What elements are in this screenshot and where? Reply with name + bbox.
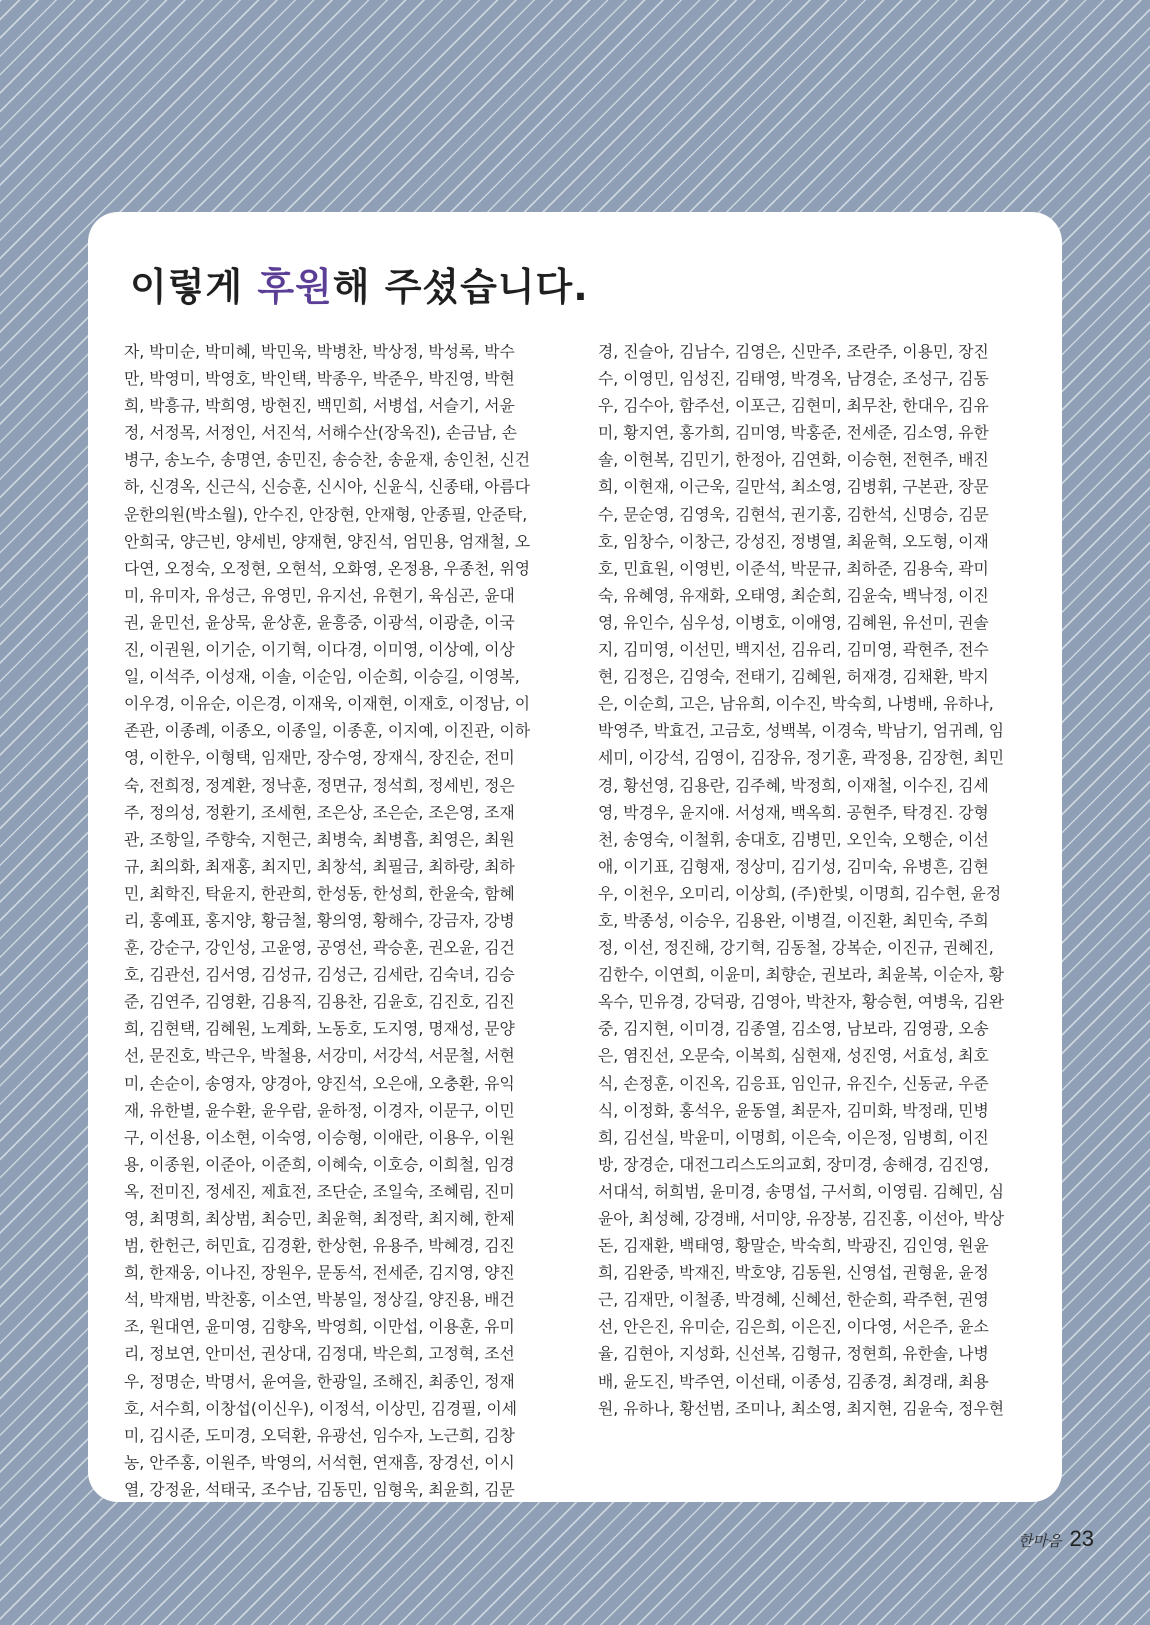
donor-line: 경, 황선영, 김용란, 김주혜, 박정희, 이재철, 이수진, 김세 [598, 775, 989, 795]
title-prefix: 이렇게 [130, 265, 258, 309]
donor-line: 만, 박영미, 박영호, 박인택, 박종우, 박준우, 박진영, 박현 [124, 369, 515, 389]
donor-line: 정, 이선, 정진해, 강기혁, 김동철, 강복순, 이진규, 권혜진, [598, 938, 994, 958]
donor-line: 천, 송영숙, 이철휘, 송대호, 김병민, 오인숙, 오행순, 이선 [598, 829, 989, 849]
donor-line: 희, 이현재, 이근욱, 길만석, 최소영, 김병휘, 구본관, 장문 [598, 477, 989, 497]
donor-line: 규, 최의화, 최재홍, 최지민, 최창석, 최필금, 최하랑, 최하 [124, 856, 515, 876]
donor-line: 현, 김정은, 김영숙, 전태기, 김혜원, 허재경, 김채환, 박지 [598, 667, 989, 687]
donor-line: 민, 최학진, 탁윤지, 한관희, 한성동, 한성희, 한윤숙, 함혜 [124, 883, 515, 903]
donor-line: 원, 유하나, 황선범, 조미나, 최소영, 최지현, 김윤숙, 정우현 [598, 1398, 1005, 1418]
donor-line: 은, 염진선, 오문숙, 이복희, 심현재, 성진영, 서효성, 최호 [598, 1046, 989, 1066]
donor-line: 범, 한헌근, 허민효, 김경환, 한상현, 유용주, 박혜경, 김진 [124, 1236, 515, 1256]
donor-line: 존관, 이종례, 이종오, 이종일, 이종훈, 이지예, 이진관, 이하 [124, 721, 531, 741]
donor-line: 지, 김미영, 이선민, 백지선, 김유리, 김미영, 곽현주, 전수 [598, 640, 989, 660]
donor-line: 미, 황지연, 홍가희, 김미영, 박홍준, 전세준, 김소영, 유한 [598, 423, 989, 443]
donor-line: 호, 임창수, 이창근, 강성진, 정병열, 최윤혁, 오도형, 이재 [598, 531, 989, 551]
donor-line: 석, 박재범, 박찬홍, 이소연, 박봉일, 정상길, 양진용, 배건 [124, 1290, 515, 1310]
donor-line: 식, 이정화, 홍석우, 윤동열, 최문자, 김미화, 박정래, 민병 [598, 1100, 989, 1120]
donor-line: 관, 조항일, 주향숙, 지현근, 최병숙, 최병흡, 최영은, 최원 [124, 829, 515, 849]
donor-line: 영, 유인수, 심우성, 이병호, 이애영, 김혜원, 유선미, 권솔 [598, 612, 989, 632]
donor-line: 호, 박종성, 이승우, 김용완, 이병걸, 이진환, 최민숙, 주희 [598, 910, 989, 930]
donor-line: 근, 김재만, 이철종, 박경혜, 신혜선, 한순희, 곽주현, 권영 [598, 1290, 989, 1310]
donor-line: 다연, 오정숙, 오정현, 오현석, 오화영, 온정용, 우종천, 위영 [124, 558, 531, 578]
donor-line: 숙, 유혜영, 유재화, 오태영, 최순희, 김윤숙, 백낙정, 이진 [598, 585, 989, 605]
donor-column-left [124, 338, 550, 1503]
donor-line: 재, 유한별, 윤수환, 윤우람, 윤하정, 이경자, 이문구, 이민 [124, 1100, 515, 1120]
donor-line: 훈, 강순구, 강인성, 고윤영, 공영선, 곽승훈, 권오윤, 김건 [124, 938, 515, 958]
donor-line: 호, 서수희, 이창섭(이신우), 이정석, 이상민, 김경필, 이세 [124, 1398, 518, 1418]
donor-line: 하, 신경옥, 신근식, 신승훈, 신시아, 신윤식, 신종태, 아름다 [124, 477, 531, 497]
donor-line: 자, 박미순, 박미혜, 박민욱, 박병찬, 박상정, 박성록, 박수 [124, 342, 515, 361]
title-suffix: 해 주셨습니다. [332, 265, 589, 309]
donor-line: 희, 김완중, 박재진, 박호양, 김동원, 신영섭, 권형윤, 윤정 [598, 1263, 989, 1283]
donor-line: 은, 이순희, 고은, 남유희, 이수진, 박숙희, 나병배, 유하나, [598, 694, 994, 714]
donor-line: 배, 윤도진, 박주연, 이선태, 이종성, 김종경, 최경래, 최용 [598, 1371, 989, 1391]
donor-line: 영, 이한우, 이형택, 임재만, 장수영, 장재식, 장진순, 전미 [124, 748, 515, 768]
donor-line: 용, 이종원, 이준아, 이준희, 이혜숙, 이호승, 이희철, 임경 [124, 1154, 515, 1174]
donor-line: 영, 박경우, 윤지애. 서성재, 백옥희. 공현주, 탁경진. 강형 [598, 802, 989, 822]
donor-line: 경, 진슬아, 김남수, 김영은, 신만주, 조란주, 이용민, 장진 [598, 342, 989, 361]
donor-line: 희, 김현택, 김혜원, 노계화, 노동호, 도지영, 명재성, 문양 [124, 1019, 515, 1039]
donor-line: 박영주, 박효건, 고금호, 성백복, 이경숙, 박남기, 엄귀례, 임 [598, 721, 1005, 741]
donor-line: 이우경, 이유순, 이은경, 이재욱, 이재현, 이재호, 이정남, 이 [124, 694, 531, 714]
donor-line: 식, 손정훈, 이진옥, 김응표, 임인규, 유진수, 신동균, 우준 [598, 1073, 989, 1093]
donor-line: 정, 서정목, 서정인, 서진석, 서해수산(장욱진), 손금남, 손 [124, 423, 518, 443]
donor-line: 우, 김수아, 함주선, 이포근, 김현미, 최무찬, 한대우, 김유 [598, 396, 989, 416]
donor-line: 희, 김선실, 박윤미, 이명희, 이은숙, 이은정, 임병희, 이진 [598, 1127, 989, 1147]
donor-line: 일, 이석주, 이성재, 이솔, 이순임, 이순희, 이승길, 이영복, [124, 667, 520, 687]
donor-line: 준, 김연주, 김영환, 김용직, 김용찬, 김윤호, 김진호, 김진 [124, 992, 515, 1012]
donor-line: 방, 장경순, 대전그리스도의교회, 장미경, 송해경, 김진영, [598, 1154, 989, 1174]
donor-line: 진, 이권원, 이기순, 이기혁, 이다경, 이미영, 이상예, 이상 [124, 640, 515, 660]
page-title [130, 256, 589, 311]
donor-line: 영, 최명희, 최상범, 최승민, 최윤혁, 최정락, 최지혜, 한제 [124, 1209, 515, 1228]
donor-line: 희, 박흥규, 박희영, 방현진, 백민희, 서병섭, 서슬기, 서윤 [124, 396, 515, 416]
donor-line: 선, 문진호, 박근우, 박철용, 서강미, 서강석, 서문철, 서현 [124, 1046, 515, 1066]
donor-line: 선, 안은진, 유미순, 김은희, 이은진, 이다영, 서은주, 윤소 [598, 1317, 989, 1337]
donor-line: 리, 홍예표, 홍지양, 황금철, 황의영, 황해수, 강금자, 강병 [124, 910, 515, 930]
donor-line: 호, 김관선, 김서영, 김성규, 김성근, 김세란, 김숙녀, 김승 [124, 965, 515, 985]
donor-line: 열, 강정윤, 석태국, 조수남, 김동민, 임형욱, 최윤희, 김문 [124, 1479, 515, 1499]
donor-line: 희, 한재웅, 이나진, 장원우, 문동석, 전세준, 김지영, 양진 [124, 1263, 515, 1283]
donor-line: 미, 손순이, 송영자, 양경아, 양진석, 오은애, 오충환, 유익 [124, 1073, 515, 1093]
donor-line: 애, 이기표, 김형재, 정상미, 김기성, 김미숙, 유병흔, 김현 [598, 856, 989, 876]
title-highlight: 후원 [257, 265, 333, 309]
donor-line: 호, 민효원, 이영빈, 이준석, 박문규, 최하준, 김용숙, 곽미 [598, 558, 989, 578]
donor-line: 구, 이선용, 이소현, 이숙영, 이승형, 이애란, 이용우, 이원 [124, 1127, 515, 1147]
donor-line: 솔, 이현복, 김민기, 한정아, 김연화, 이승현, 전현주, 배진 [598, 450, 989, 470]
donor-line: 우, 이천우, 오미리, 이상희, (주)한빛, 이명희, 김수현, 윤정 [598, 883, 1002, 903]
donor-line: 권, 윤민선, 윤상묵, 윤상훈, 윤흥중, 이광석, 이광춘, 이국 [124, 612, 515, 632]
donor-line: 미, 김시준, 도미경, 오덕환, 유광선, 임수자, 노근희, 김창 [124, 1425, 515, 1445]
donor-line: 옥, 전미진, 정세진, 제효전, 조단순, 조일숙, 조혜림, 진미 [124, 1181, 515, 1201]
donor-column-right [598, 338, 1024, 1422]
donor-line: 서대석, 허희범, 윤미경, 송명섭, 구서희, 이영림. 김혜민, 심 [598, 1181, 1005, 1201]
donor-line: 운한의원(박소월), 안수진, 안장현, 안재형, 안종필, 안준탁, [124, 504, 528, 524]
donor-line: 주, 정의성, 정환기, 조세현, 조은상, 조은순, 조은영, 조재 [124, 802, 515, 822]
donor-line: 조, 원대연, 윤미영, 김향옥, 박영희, 이만섭, 이용훈, 유미 [124, 1317, 515, 1337]
donor-line: 리, 정보연, 안미선, 권상대, 김정대, 박은희, 고정혁, 조선 [124, 1344, 515, 1364]
donor-line: 농, 안주홍, 이원주, 박영의, 서석현, 연재흠, 장경선, 이시 [124, 1452, 515, 1472]
donor-line: 돈, 김재환, 백태영, 황말순, 박숙희, 박광진, 김인영, 원윤 [598, 1236, 989, 1256]
donor-line: 김한수, 이연희, 이윤미, 최향순, 권보라, 최윤복, 이순자, 황 [598, 965, 1005, 985]
donor-line: 안희국, 양근빈, 양세빈, 양재현, 양진석, 엄민용, 엄재철, 오 [124, 531, 531, 551]
donor-line: 율, 김현아, 지성화, 신선복, 김형규, 정현희, 유한솔, 나병 [598, 1344, 989, 1364]
page-footer [1018, 1526, 1094, 1552]
donor-line: 세미, 이강석, 김영이, 김장유, 정기훈, 곽정용, 김장현, 최민 [598, 748, 1005, 768]
donor-line: 옥수, 민유경, 강덕광, 김영아, 박찬자, 황승현, 여병욱, 김완 [598, 992, 1005, 1012]
magazine-name: 한마음 [1018, 1532, 1062, 1550]
donor-line: 우, 정명순, 박명서, 윤여을, 한광일, 조해진, 최종인, 정재 [124, 1371, 515, 1391]
donor-line: 숙, 전희정, 정계환, 정낙훈, 정면규, 정석희, 정세빈, 정은 [124, 775, 515, 795]
donor-list-card [88, 212, 1062, 1502]
donor-line: 병구, 송노수, 송명연, 송민진, 송승찬, 송윤재, 송인천, 신건 [124, 450, 531, 470]
donor-line: 중, 김지현, 이미경, 김종열, 김소영, 남보라, 김영광, 오송 [598, 1019, 989, 1039]
donor-line: 미, 유미자, 유성근, 유영민, 유지선, 유현기, 육심곤, 윤대 [124, 585, 515, 605]
donor-line: 윤아, 최성혜, 강경배, 서미양, 유장봉, 김진홍, 이선아, 박상 [598, 1209, 1005, 1228]
donor-line: 수, 이영민, 임성진, 김태영, 박경옥, 남경순, 조성구, 김동 [598, 369, 989, 389]
donor-line: 수, 문순영, 김영욱, 김현석, 권기홍, 김한석, 신명승, 김문 [598, 504, 989, 524]
page-number: 23 [1069, 1526, 1094, 1551]
